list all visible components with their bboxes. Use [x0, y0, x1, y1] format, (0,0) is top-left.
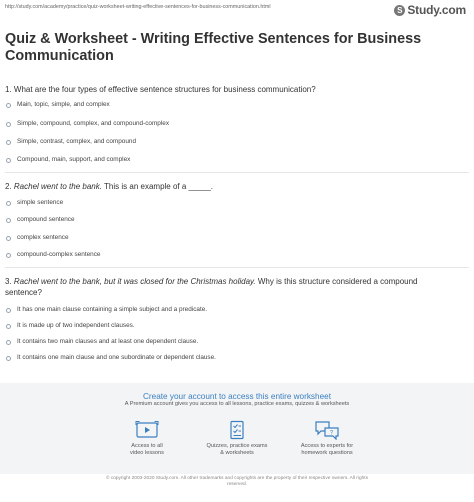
question-text: What are the four types of effective sentence structures for business communication?: [13, 85, 316, 94]
answer-option[interactable]: [6, 216, 75, 224]
cta-subtitle: A Premium account gives you access to all lessons, practice exams, quizzes & worksheets: [124, 401, 350, 407]
option-label: compound-complex sentence: [17, 251, 101, 258]
study-logo[interactable]: [394, 3, 466, 17]
option-label: complex sentence: [17, 234, 69, 241]
copyright-line: reserved.: [227, 482, 247, 487]
radio-button[interactable]: [6, 103, 11, 108]
feature-label: Access to experts for: [300, 443, 354, 449]
expert-chat-icon: [314, 420, 340, 440]
question-number: 3.: [5, 277, 12, 286]
option-label: Simple, contrast, complex, and compound: [17, 138, 136, 145]
feature-quizzes: [192, 420, 282, 457]
question-number: 1.: [5, 85, 12, 94]
feature-label: & worksheets: [220, 450, 254, 456]
radio-button[interactable]: [6, 340, 11, 345]
feature-video-lessons: [102, 420, 192, 457]
logo-mark-icon: S: [394, 5, 405, 16]
radio-button[interactable]: [6, 122, 11, 127]
copyright-line: © copyright 2003-2020 Study.com. All other trademarks and copyrights are the property of their respective owners. All rights: [105, 476, 369, 481]
divider: [5, 172, 469, 173]
answer-option[interactable]: [6, 354, 216, 362]
question-3: [5, 276, 445, 298]
answer-option[interactable]: [6, 338, 198, 346]
radio-button[interactable]: [6, 201, 11, 206]
feature-label: Quizzes, practice exams: [206, 443, 268, 449]
svg-text:?: ?: [329, 430, 334, 437]
option-label: Main, topic, simple, and complex: [17, 101, 110, 108]
logo-text: Study.com: [407, 3, 466, 17]
answer-option[interactable]: [6, 234, 69, 242]
page-url: http://study.com/academy/practice/quiz-worksheet-writing-effective-sentences-for-business-communication.html: [5, 4, 271, 10]
answer-option[interactable]: [6, 199, 63, 207]
question-quote: Rachel went to the bank, but it was closed for the Christmas holiday.: [13, 277, 256, 286]
radio-button[interactable]: [6, 140, 11, 145]
feature-label: video lessons: [130, 450, 164, 456]
question-1: [5, 84, 316, 95]
radio-button[interactable]: [6, 158, 11, 163]
video-lesson-icon: [135, 420, 159, 440]
feature-label: homework questions: [301, 450, 353, 456]
question-text: This is an example of a _____.: [101, 182, 213, 191]
question-number: 2.: [5, 182, 12, 191]
option-label: It is made up of two independent clauses.: [17, 322, 135, 329]
radio-button[interactable]: [6, 218, 11, 223]
question-quote: Rachel went to the bank.: [13, 182, 102, 191]
option-label: compound sentence: [17, 216, 75, 223]
cta-title[interactable]: Create your account to access this entire worksheet: [143, 392, 331, 401]
radio-button[interactable]: [6, 236, 11, 241]
question-text: Why is this structure considered a compound sentence?: [5, 277, 418, 297]
radio-button[interactable]: [6, 253, 11, 258]
page-title: Quiz & Worksheet - Writing Effective Sentences for Business Communication: [5, 31, 422, 64]
option-label: It contains one main clause and one subordinate or dependent clause.: [17, 354, 216, 361]
option-label: simple sentence: [17, 199, 64, 206]
answer-option[interactable]: [6, 322, 135, 330]
radio-button[interactable]: [6, 308, 11, 313]
quiz-checklist-icon: [225, 420, 249, 440]
answer-option[interactable]: [6, 306, 207, 314]
option-label: Simple, compound, complex, and compound-complex: [17, 120, 170, 127]
option-label: It contains two main clauses and at least one dependent clause.: [17, 338, 199, 345]
answer-option[interactable]: [6, 156, 130, 164]
answer-option[interactable]: [6, 101, 110, 109]
divider: [5, 267, 469, 268]
answer-option[interactable]: [6, 251, 100, 259]
radio-button[interactable]: [6, 324, 11, 329]
feature-experts: [282, 420, 372, 457]
answer-option[interactable]: [6, 120, 169, 128]
feature-label: Access to all: [131, 443, 163, 449]
question-2: [5, 181, 213, 192]
radio-button[interactable]: [6, 356, 11, 361]
copyright-footer: [0, 476, 474, 488]
option-label: Compound, main, support, and complex: [17, 156, 131, 163]
option-label: It has one main clause containing a simple subject and a predicate.: [17, 306, 208, 313]
answer-option[interactable]: [6, 138, 136, 146]
